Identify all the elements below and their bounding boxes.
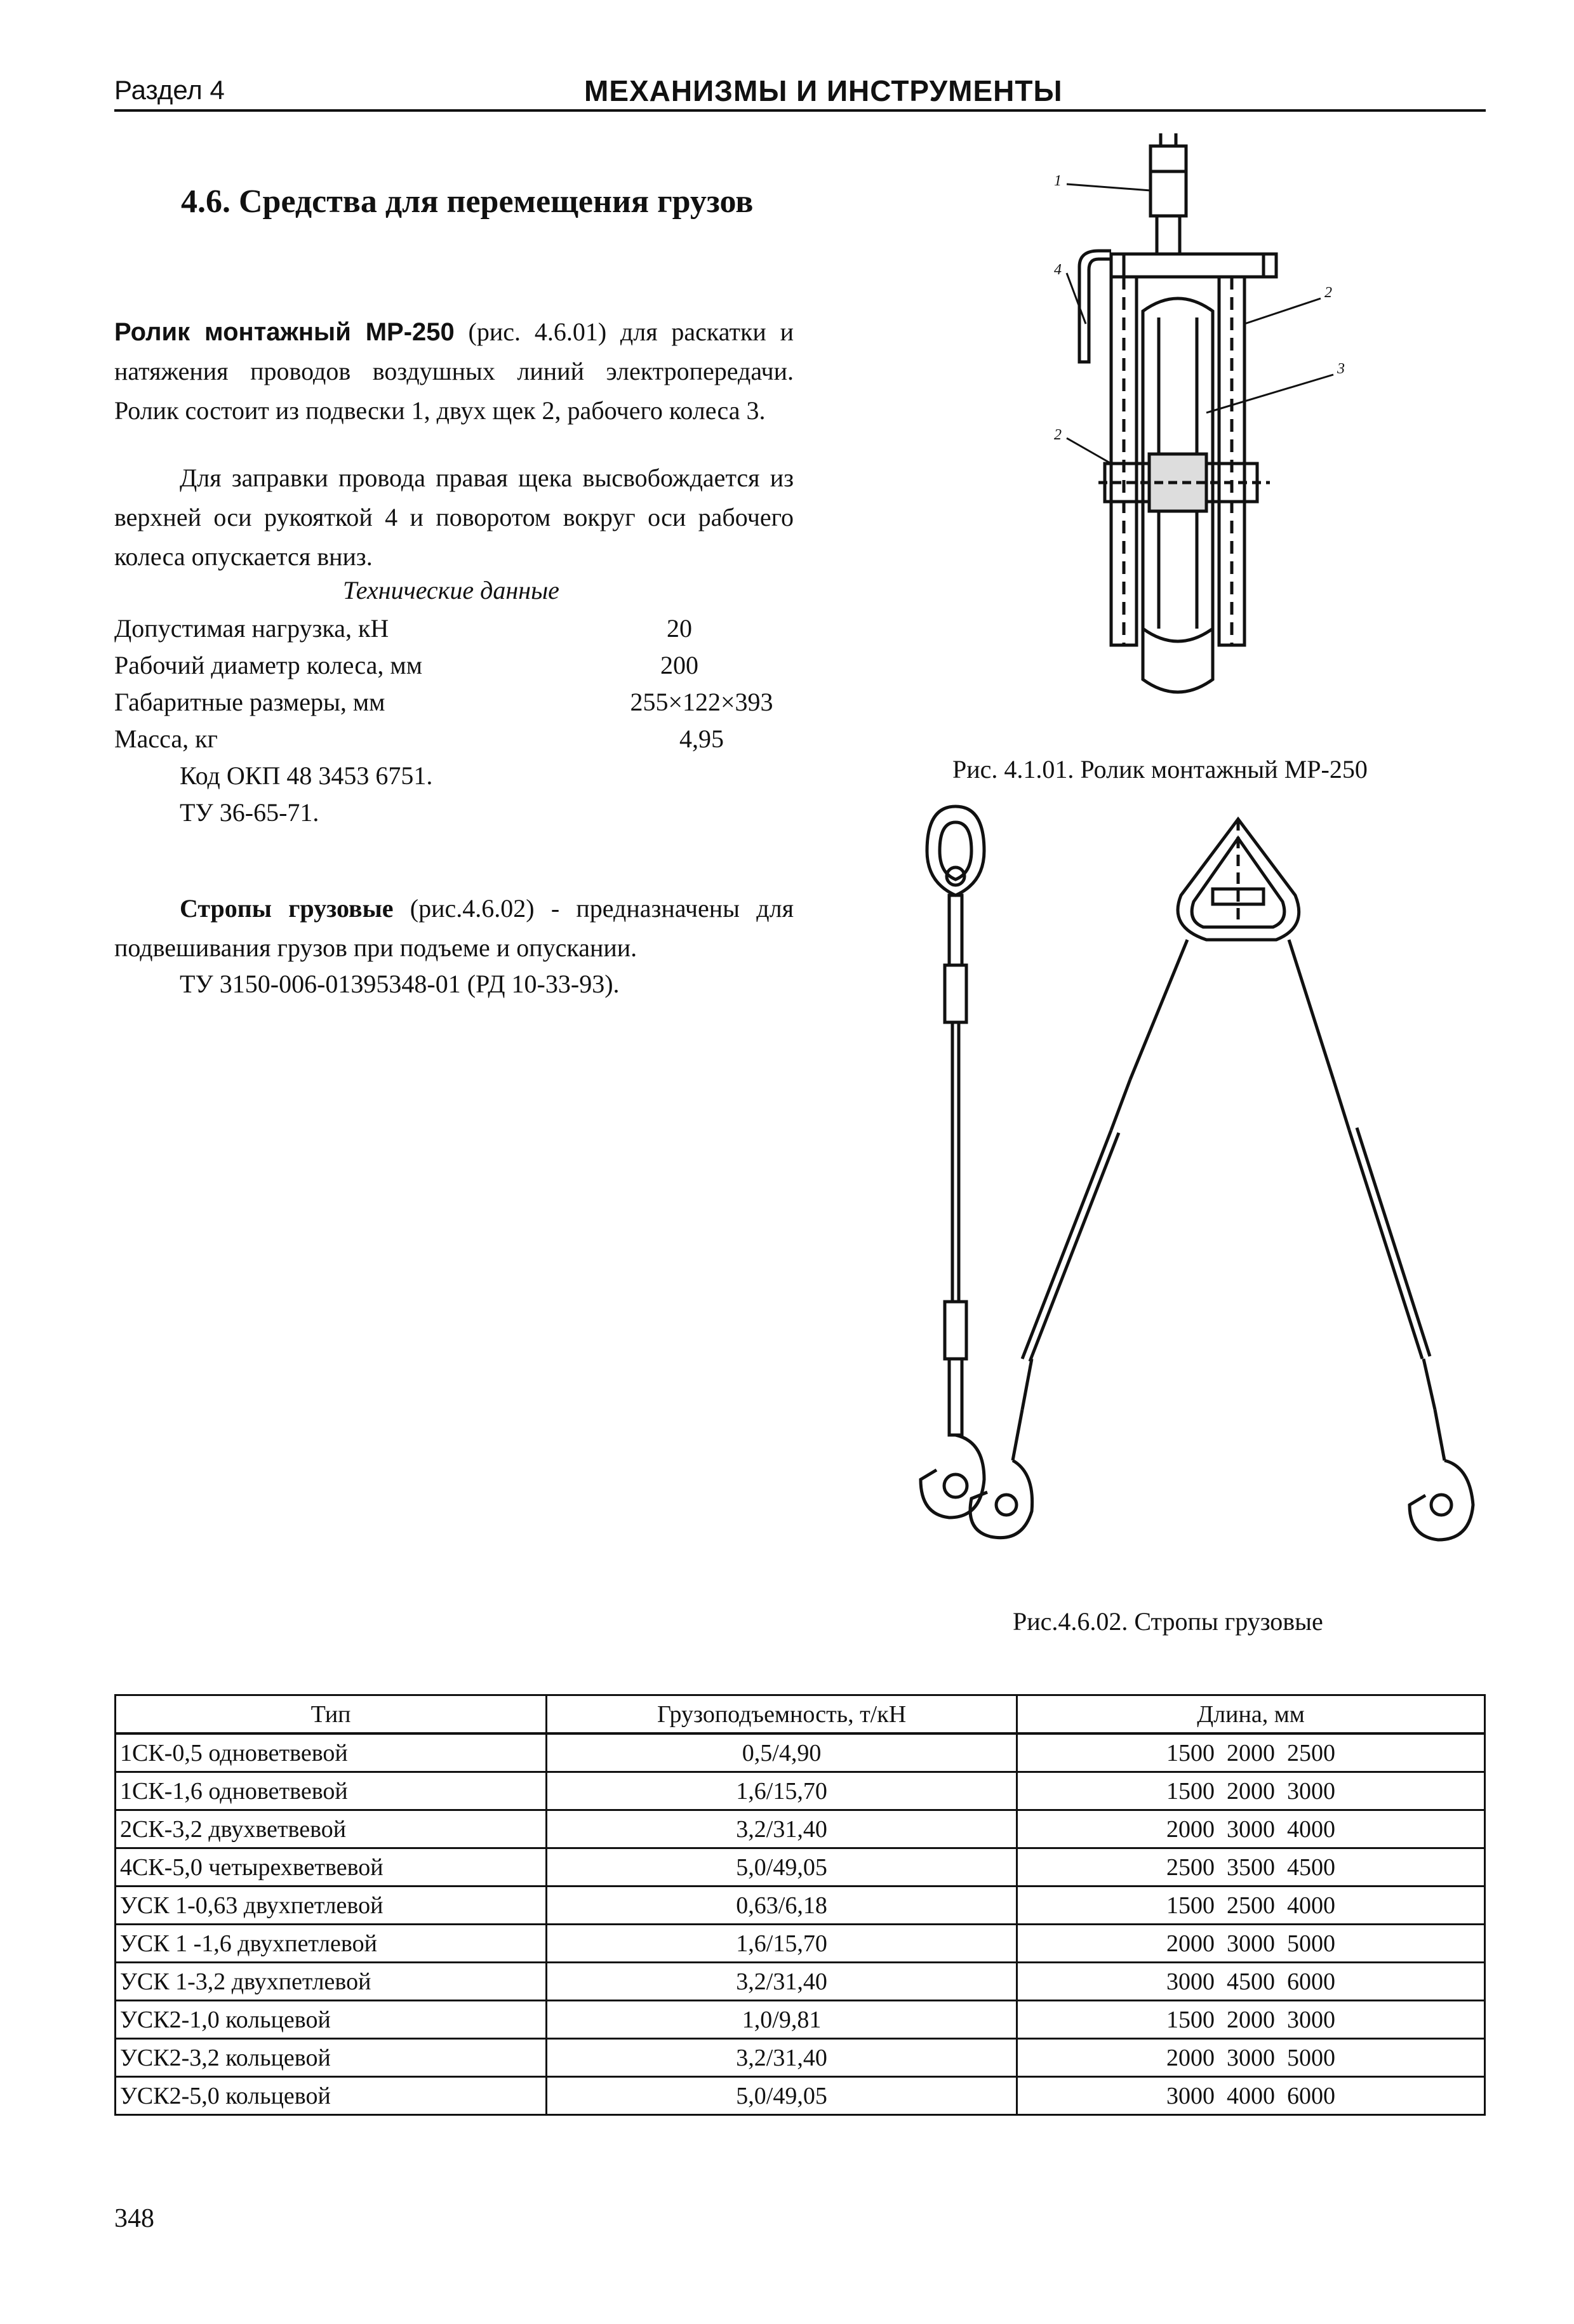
roller-text: (рис. 4.6.01) для раскатки и натяжения проводов воздушных линий электропередачи. Ролик состоит из подвески 1, двух щек 2, рабочего колеса 3. (114, 317, 794, 425)
cell-type: 2СК-3,2 двухветвевой (116, 1810, 547, 1848)
cell-length: 1500 2000 2500 (1017, 1733, 1485, 1772)
cell-length: 1500 2000 3000 (1017, 1772, 1485, 1810)
col-header-length: Длина, мм (1017, 1695, 1485, 1734)
table-row (116, 2001, 1485, 2039)
okp-code: Код ОКП 48 3453 6751. (180, 761, 433, 790)
cell-length: 2000 3000 5000 (1017, 1925, 1485, 1963)
table-row (116, 2077, 1485, 2115)
cell-length: 2000 3000 5000 (1017, 2039, 1485, 2077)
cell-length: 3000 4500 6000 (1017, 1963, 1485, 2001)
slings-tu: ТУ 3150-006-01395348-01 (РД 10-33-93). (180, 970, 620, 998)
cell-type: УСК 1 -1,6 двухпетлевой (116, 1925, 547, 1963)
cell-length: 2500 3500 4500 (1017, 1848, 1485, 1887)
table-row (116, 1925, 1485, 1963)
table-row (116, 2039, 1485, 2077)
table-row (116, 1772, 1485, 1810)
slings-lead: Стропы грузовые (180, 894, 394, 923)
callout-2-top: 2 (1324, 284, 1332, 301)
cell-length: 1500 2000 3000 (1017, 2001, 1485, 2039)
cell-type: УСК2-3,2 кольцевой (116, 2039, 547, 2077)
cell-type: УСК2-1,0 кольцевой (116, 2001, 547, 2039)
col-header-type: Тип (116, 1695, 547, 1734)
spec-label: Рабочий диаметр колеса, мм (114, 651, 422, 679)
cell-capacity: 3,2/31,40 (547, 1810, 1017, 1848)
cell-capacity: 3,2/31,40 (547, 2039, 1017, 2077)
cell-type: 1СК-1,6 одноветвевой (116, 1772, 547, 1810)
table-row (116, 1733, 1485, 1772)
page-number: 348 (114, 2204, 154, 2233)
cell-length: 1500 2500 4000 (1017, 1887, 1485, 1925)
section-label: Раздел 4 (114, 75, 225, 105)
slings-table (114, 1694, 1486, 2116)
spec-heading: Технические данные (343, 576, 559, 604)
spec-value: 20 (667, 614, 692, 643)
slings-text: (рис.4.6.02) - предназначены для подвешивания грузов при подъеме и опускании. (114, 894, 794, 962)
spec-value: 4,95 (679, 725, 724, 753)
figure2-caption: Рис.4.6.02. Стропы грузовые (1013, 1607, 1323, 1636)
slings-paragraph (114, 889, 794, 968)
cell-capacity: 1,6/15,70 (547, 1925, 1017, 1963)
cell-capacity: 3,2/31,40 (547, 1963, 1017, 2001)
cell-capacity: 5,0/49,05 (547, 1848, 1017, 1887)
header-rule (114, 109, 1486, 112)
callout-4: 4 (1054, 262, 1062, 278)
cell-capacity: 0,63/6,18 (547, 1887, 1017, 1925)
callout-2-bottom: 2 (1054, 427, 1062, 443)
roller-lead: Ролик монтажный МР-250 (114, 318, 455, 346)
cell-type: УСК2-5,0 кольцевой (116, 2077, 547, 2115)
spec-label: Масса, кг (114, 725, 218, 753)
cell-capacity: 1,0/9,81 (547, 2001, 1017, 2039)
cell-type: 1СК-0,5 одноветвевой (116, 1733, 547, 1772)
roller-paragraph-2: Для заправки провода правая щека высвобождается из верхней оси рукояткой 4 и поворотом вокруг оси рабочего колеса опускается вниз. (114, 464, 794, 571)
callout-3: 3 (1337, 361, 1345, 377)
cell-length: 2000 3000 4000 (1017, 1810, 1485, 1848)
roller-drawing (1016, 133, 1371, 705)
callout-1: 1 (1054, 173, 1062, 189)
table-row (116, 1963, 1485, 2001)
cell-capacity: 1,6/15,70 (547, 1772, 1017, 1810)
spec-value: 200 (660, 651, 698, 679)
spec-value: 255×122×393 (630, 688, 773, 716)
cell-type: УСК 1-0,63 двухпетлевой (116, 1887, 547, 1925)
table-row (116, 1810, 1485, 1848)
table-row (116, 1848, 1485, 1887)
table-row (116, 1887, 1485, 1925)
spec-label: Габаритные размеры, мм (114, 688, 385, 716)
cell-length: 3000 4000 6000 (1017, 2077, 1485, 2115)
table-header-row (116, 1695, 1485, 1734)
roller-tu: ТУ 36-65-71. (180, 798, 319, 827)
cell-capacity: 5,0/49,05 (547, 2077, 1017, 2115)
running-title: МЕХАНИЗМЫ И ИНСТРУМЕНТЫ (584, 74, 1063, 107)
cell-type: УСК 1-3,2 двухпетлевой (116, 1963, 547, 2001)
cell-type: 4СК-5,0 четырехветвевой (116, 1848, 547, 1887)
slings-drawing (876, 800, 1511, 1575)
cell-capacity: 0,5/4,90 (547, 1733, 1017, 1772)
figure1-caption: Рис. 4.1.01. Ролик монтажный МР-250 (952, 755, 1368, 784)
roller-paragraph (114, 312, 794, 431)
spec-label: Допустимая нагрузка, кН (114, 614, 389, 643)
section-title: 4.6. Средства для перемещения грузов (181, 184, 754, 220)
col-header-capacity: Грузоподъемность, т/кН (547, 1695, 1017, 1734)
